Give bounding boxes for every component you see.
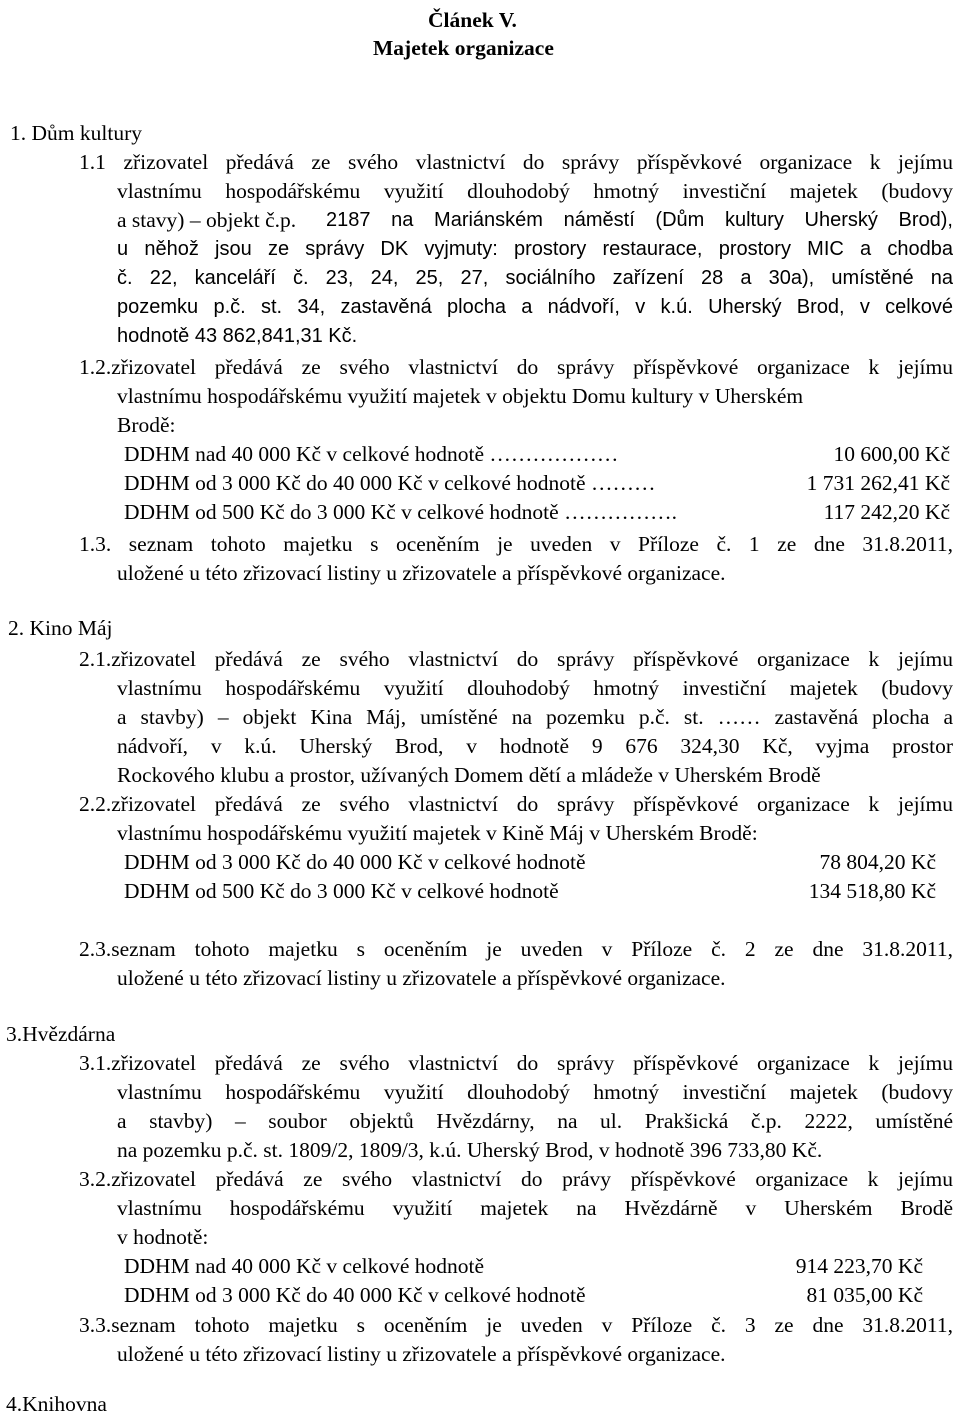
p21-line-3: a stavby) – objekt Kina Máj, umístěné na pozemku p.č. st. …… zastavěná plocha a: [117, 705, 953, 729]
s1-item-3-value: 117 242,20 Kč: [823, 500, 950, 524]
p11-line-7: hodnotě 43 862,841,31 Kč.: [117, 325, 358, 347]
p12-line-2: vlastnímu hospodářskému využití majetek v objektu Domu kultury v Uherském: [117, 384, 804, 408]
p21-line-2: vlastnímu hospodářskému využití dlouhodobý hmotný investiční majetek (budovy: [117, 676, 953, 700]
section-3-title: 3.Hvězdárna: [6, 1022, 116, 1046]
p21-line-5: Rockového klubu a prostor, užívaných Domem dětí a mládeže v Uherském Brodě: [117, 763, 821, 787]
p31-line-1: 3.1.zřizovatel předává ze svého vlastnictví do správy příspěvkové organizace k jejímu: [79, 1051, 953, 1075]
p22-line-2: vlastnímu hospodářskému využití majetek v Kině Máj v Uherském Brodě:: [117, 821, 758, 845]
p11-line-3b: 2187 na Mariánském náměstí (Dům kultury Uherský Brod),: [326, 209, 953, 231]
p11-line-4: u něhož jsou ze správy DK vyjmuty: prostory restaurace, prostory MIC a chodba: [117, 238, 953, 260]
s3-item-1-value: 914 223,70 Kč: [795, 1254, 923, 1278]
p12-line-3: Brodě:: [117, 413, 176, 437]
p21-line-1: 2.1.zřizovatel předává ze svého vlastnictví do správy příspěvkové organizace k jejímu: [79, 647, 953, 671]
p12-line-1: 1.2.zřizovatel předává ze svého vlastnictví do správy příspěvkové organizace k jejímu: [79, 355, 953, 379]
article-title: Článek V.: [428, 8, 517, 32]
s2-item-2-label: DDHM od 500 Kč do 3 000 Kč v celkové hodnotě: [124, 879, 559, 903]
s3-item-2-label: DDHM od 3 000 Kč do 40 000 Kč v celkové hodnotě: [124, 1283, 586, 1307]
s3-item-2-value: 81 035,00 Kč: [806, 1283, 923, 1307]
p11-line-6: pozemku p.č. st. 34, zastavěná plocha a nádvoří, v k.ú. Uherský Brod, v celkové: [117, 296, 953, 318]
p23-line-1: 2.3.seznam tohoto majetku s oceněním je uveden v Příloze č. 2 ze dne 31.8.2011,: [79, 937, 953, 961]
section-2-title: 2. Kino Máj: [8, 616, 113, 640]
section-4-title: 4.Knihovna: [6, 1392, 107, 1416]
p33-line-2: uložené u této zřizovací listiny u zřizovatele a příspěvkové organizace.: [117, 1342, 726, 1366]
p32-line-2: vlastnímu hospodářskému využití majetek na Hvězdárně v Uherském Brodě: [117, 1196, 953, 1220]
article-subtitle: Majetek organizace: [373, 36, 554, 60]
p13-line-2: uložené u této zřizovací listiny u zřizovatele a příspěvkové organizace.: [117, 561, 726, 585]
p31-line-4: na pozemku p.č. st. 1809/2, 1809/3, k.ú. Uherský Brod, v hodnotě 396 733,80 Kč.: [117, 1138, 823, 1162]
p13-line-1: 1.3. seznam tohoto majetku s oceněním je uveden v Příloze č. 1 ze dne 31.8.2011,: [79, 532, 953, 556]
section-1-title: 1. Dům kultury: [10, 121, 142, 145]
p11-line-1: 1.1 zřizovatel předává ze svého vlastnictví do správy příspěvkové organizace k jejímu: [79, 150, 953, 174]
p31-line-2: vlastnímu hospodářskému využití dlouhodobý hmotný investiční majetek (budovy: [117, 1080, 953, 1104]
s1-item-1-value: 10 600,00 Kč: [833, 442, 950, 466]
s1-item-2-label: DDHM od 3 000 Kč do 40 000 Kč v celkové hodnotě ………: [124, 471, 656, 495]
p33-line-1: 3.3.seznam tohoto majetku s oceněním je uveden v Příloze č. 3 ze dne 31.8.2011,: [79, 1313, 953, 1337]
s1-item-3-label: DDHM od 500 Kč do 3 000 Kč v celkové hodnotě …………….: [124, 500, 677, 524]
p11-line-5: č. 22, kanceláří č. 23, 24, 25, 27, sociálního zařízení 28 a 30a), umístěné na: [117, 267, 953, 289]
s2-item-1-value: 78 804,20 Kč: [819, 850, 936, 874]
p23-line-2: uložené u této zřizovací listiny u zřizovatele a příspěvkové organizace.: [117, 966, 726, 990]
p22-line-1: 2.2.zřizovatel předává ze svého vlastnictví do správy příspěvkové organizace k jejímu: [79, 792, 953, 816]
s1-item-2-value: 1 731 262,41 Kč: [806, 471, 950, 495]
s1-item-1-label: DDHM nad 40 000 Kč v celkové hodnotě ………………: [124, 442, 619, 466]
p11-line-2: vlastnímu hospodářskému využití dlouhodobý hmotný investiční majetek (budovy: [117, 179, 953, 203]
p31-line-3: a stavby) – soubor objektů Hvězdárny, na ul. Prakšická č.p. 2222, umístěné: [117, 1109, 953, 1133]
p32-line-1: 3.2.zřizovatel předává ze svého vlastnictví do právy příspěvkové organizace k jejímu: [79, 1167, 953, 1191]
s2-item-2-value: 134 518,80 Kč: [808, 879, 936, 903]
p11-line-3a: a stavy) – objekt č.p.: [117, 208, 297, 232]
s3-item-1-label: DDHM nad 40 000 Kč v celkové hodnotě: [124, 1254, 485, 1278]
p32-line-3: v hodnotě:: [117, 1225, 209, 1249]
p21-line-4: nádvoří, v k.ú. Uherský Brod, v hodnotě 9 676 324,30 Kč, vyjma prostor: [117, 734, 953, 758]
s2-item-1-label: DDHM od 3 000 Kč do 40 000 Kč v celkové hodnotě: [124, 850, 586, 874]
